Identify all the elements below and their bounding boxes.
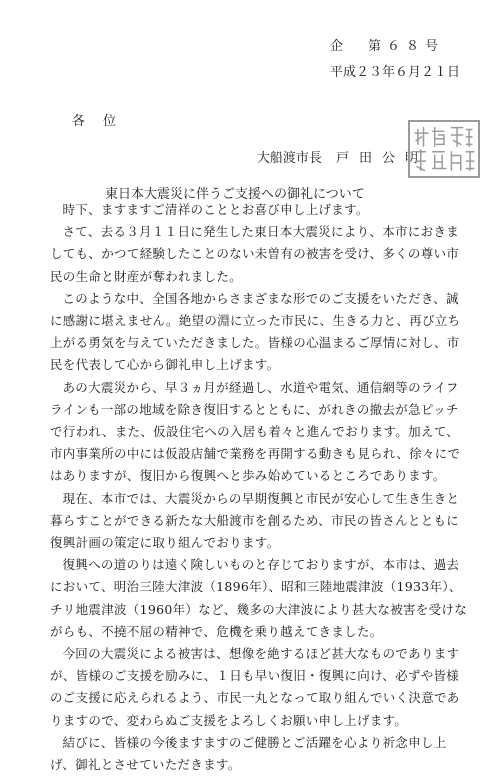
paragraph: このような中、全国各地からさまざまな形でのご支援をいただき、誠に感謝に堪えません。絶望の淵に立った市民に、生きる力と、再び立ち上がる勇気を与えていただきました。皆様の心温まるご厚情に対し、市民を代表して心から御礼申し上げます。	[50, 290, 461, 373]
paragraph: 今回の大震災による被害は、想像を絶するほど甚大なものでありますが、皆様のご支援を励みに、１日も早い復旧・復興に向け、必ずや皆様のご支援に応えられるよう、市民一丸となって取り組んでいく決意でありますので、変わらぬご支援をよろしくお願い申し上げます。	[50, 646, 460, 728]
paragraph: 現在、本市では、大震災からの早期復興と市民が安心して生き生きと暮らすことができる新たな大船渡市を創るため、市民の皆さんとともに復興計画の策定に取り組んでおります。	[50, 490, 460, 551]
document-date: 平成２３年６月２１日	[329, 65, 460, 80]
letter-subject: 東日本大震災に伴うご支援への御礼について	[105, 187, 365, 202]
sender-title: 大船渡市長	[256, 151, 322, 166]
paragraph: さて、去る３月１１日に発生した東日本大震災により、本市におきましても、かつて経験したことのない未曽有の被害を受け、多くの尊い市民の生命と財産が奪われました。	[50, 224, 460, 284]
paragraph-greeting: 時下、ますますご清祥のこととお喜び申し上げます。	[62, 202, 369, 217]
addressee: 各位	[72, 114, 135, 129]
sender-name: 戸田公明	[335, 151, 428, 166]
sender-block	[257, 147, 428, 166]
seal-glyphs	[410, 122, 478, 176]
paragraph: あの大震災から、早３ヵ月が経過し、水道や電気、通信網等のライフラインも一部の地域を除き復旧するとともに、がれきの撤去が急ピッチで行われ、また、仮設住宅への入居も着々と進んでおります。加えて、市内事業所の中には仮設店舗で業務を再開する動きも見られ、徐々にではありますが、復旧から復興へと歩み始めているところであります。	[50, 379, 461, 484]
document-number-block	[330, 34, 460, 86]
letter-body	[50, 199, 470, 776]
paragraph-closing: 結びに、皆様の今後ますますのご健勝とご活躍を心より祈念申し上げ、御礼とさせていただきます。	[50, 734, 447, 773]
official-seal-stamp	[408, 120, 480, 178]
document-number: 企 第６８号	[329, 39, 444, 54]
paragraph: 復興への道のりは遠く険しいものと存じておりますが、本市は、過去において、明治三陸大津波（1896年）、昭和三陸地震津波（1933年）、チリ地震津波（1960年）など、幾多の大津波により甚大な被害を受けながらも、不撓不屈の精神で、危機を乗り越えてきました。	[50, 557, 468, 639]
